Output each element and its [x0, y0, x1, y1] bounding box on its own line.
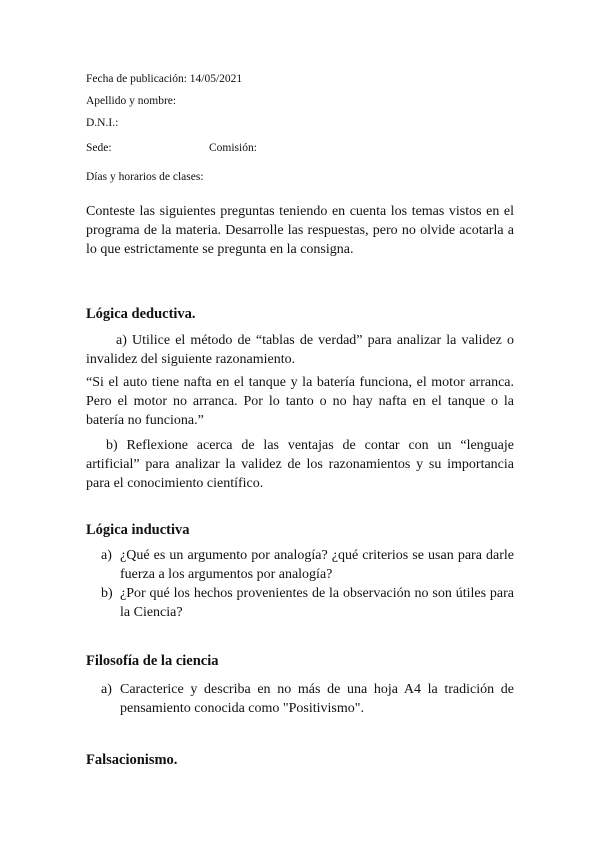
section-title-falsacionismo: Falsacionismo. [86, 752, 178, 768]
dni-label: D.N.I.: [86, 117, 119, 129]
inductive-item-b [101, 584, 514, 622]
inductive-item-a [101, 546, 514, 584]
schedule-label: Días y horarios de clases: [86, 171, 204, 183]
comision-label: Comisión: [209, 142, 257, 154]
section-title-inductive: Lógica inductiva [86, 522, 190, 538]
name-label: Apellido y nombre: [86, 95, 177, 107]
list-item-text: ¿Por qué los hechos provenientes de la observación no son útiles para la Ciencia? [120, 586, 514, 620]
deductive-item-b: b) Reflexione acerca de las ventajas de contar con un “lenguaje artificial” para analizar la validez de los razonamientos y su importancia para el conocimiento científico. [86, 438, 514, 491]
section-title-deductive: Lógica deductiva. [86, 306, 196, 322]
deductive-quote: “Si el auto tiene nafta en el tanque y la batería funciona, el motor arranca. Pero el motor no arranca. Por lo tanto o no hay nafta en el tanque o la batería no funciona.” [86, 375, 514, 428]
philosophy-item-a [101, 680, 514, 718]
instructions-paragraph: Conteste las siguientes preguntas teniendo en cuenta los temas vistos en el programa de la materia. Desarrolle las respuestas, pero no olvide acotarla a lo que estrictamente se pregunta en la consigna. [86, 204, 514, 257]
list-marker: a) [101, 682, 112, 697]
list-marker: b) [101, 586, 113, 601]
publication-date: Fecha de publicación: 14/05/2021 [86, 73, 243, 85]
list-marker: a) [101, 548, 112, 563]
list-item-text: ¿Qué es un argumento por analogía? ¿qué criterios se usan para darle fuerza a los argumentos por analogía? [120, 548, 514, 582]
section-title-philosophy: Filosofía de la ciencia [86, 653, 219, 669]
deductive-item-a: a) Utilice el método de “tablas de verdad” para analizar la validez o invalidez del siguiente razonamiento. [86, 333, 514, 367]
list-item-text: Caracterice y describa en no más de una hoja A4 la tradición de pensamiento conocida como "Positivismo". [120, 682, 514, 716]
sede-label: Sede: [86, 142, 112, 154]
